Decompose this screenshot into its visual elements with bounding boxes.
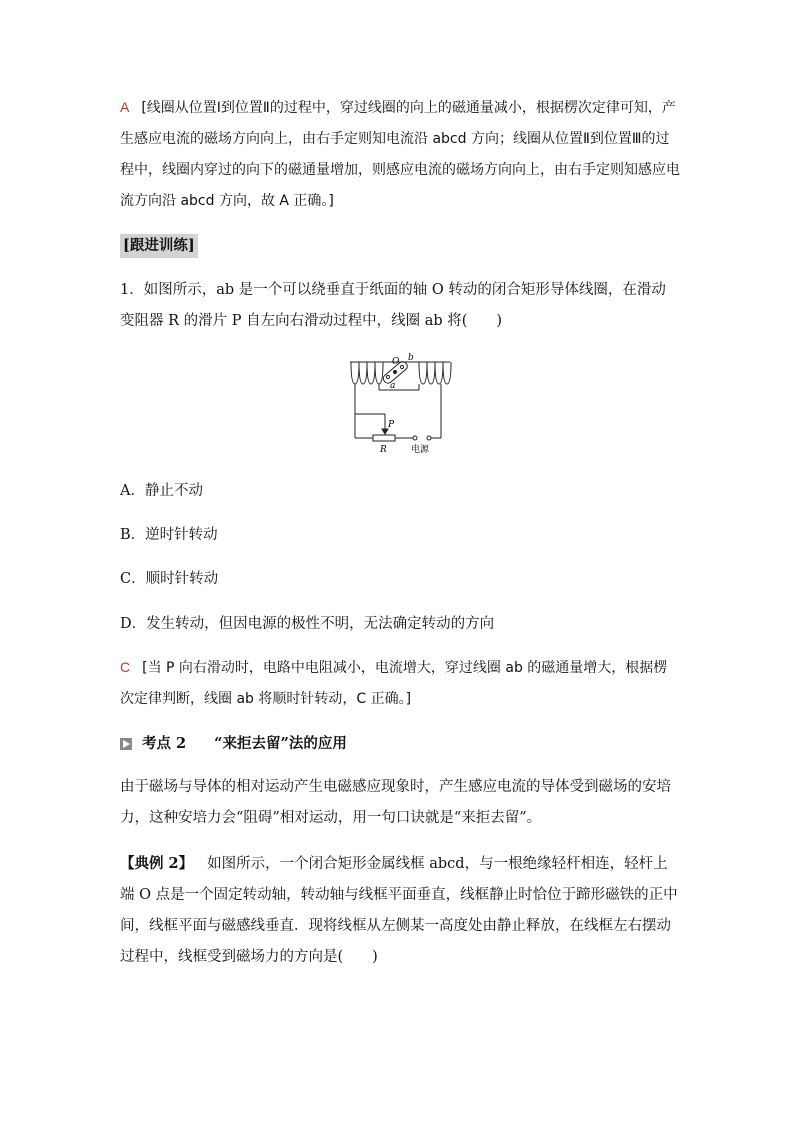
example-2 <box>120 848 680 973</box>
option-b: B．逆时针转动 <box>120 527 218 543</box>
solution-a <box>120 92 680 217</box>
option-d: D．发生转动，但因电源的极性不明，无法确定转动的方向 <box>120 616 495 632</box>
solution-text: [当 P 向右滑动时，电路中电阻减小，电流增大，穿过线圈 ab 的磁通量增大，根据楞次定律判断，线圈 ab 将顺时针转动，C 正确。] <box>120 660 668 707</box>
answer-letter: C <box>120 659 131 675</box>
play-triangle-icon <box>120 738 132 750</box>
section-label: 考点 2 <box>142 735 187 752</box>
answer-letter: A <box>120 99 130 115</box>
example-tag: 【典例 2】 <box>120 855 194 872</box>
section-header <box>120 733 347 755</box>
option-a: A．静止不动 <box>120 483 203 499</box>
label-o: O <box>392 357 400 367</box>
question-1: 1．如图所示，ab 是一个可以绕垂直于纸面的轴 O 转动的闭合矩形导体线圈，在滑动变阻器 R 的滑片 P 自左向右滑动过程中，线圈 ab 将( ) <box>120 282 666 329</box>
label-b: b <box>408 353 414 363</box>
circuit-diagram <box>345 350 455 455</box>
circuit-figure <box>345 350 455 459</box>
label-a: a <box>390 381 396 391</box>
label-r: R <box>380 445 387 455</box>
label-p: P <box>388 420 395 430</box>
practice-tag: [跟进训练] <box>120 234 198 258</box>
explanation-paragraph: 由于磁场与导体的相对运动产生电磁感应现象时，产生感应电流的导体受到磁场的安培力，这种安培力会“阻碍”相对运动，用一句口诀就是“来拒去留”。 <box>120 779 671 826</box>
solution-c <box>120 652 680 715</box>
example-text: 如图所示，一个闭合矩形金属线框 abcd，与一根绝缘轻杆相连，轻杆上端 O 点是一个固定转动轴，转动轴与线框平面垂直，线框静止时恰位于蹄形磁铁的正中间，线框平面与磁感线垂直．现将线框从左侧某一高度处由静止释放，在线框左右摆动过程中，线框受到磁场力的方向是( ) <box>120 856 678 965</box>
option-c: C．顺时针转动 <box>120 571 219 587</box>
section-title: “来拒去留”法的应用 <box>214 735 347 752</box>
solution-text: [线圈从位置Ⅰ到位置Ⅱ的过程中，穿过线圈的向上的磁通量减小，根据楞次定律可知，产生感应电流的磁场方向向上，由右手定则知电流沿 abcd 方向；线圈从位置Ⅱ到位置Ⅲ的过程中，线圈内穿过的向下的磁通量增加，则感应电流的磁场方向向上，由右手定则知感应电流方向沿 abcd 方向，故 A 正确。] <box>120 100 680 209</box>
label-source: 电源 <box>411 445 430 455</box>
